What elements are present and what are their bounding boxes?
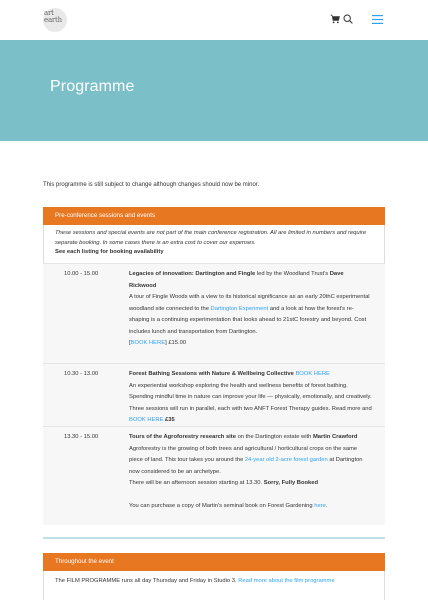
intro-text: This programme is still subject to change although changes should now be minor.: [43, 182, 260, 188]
event-row: [43, 426, 385, 525]
dartington-experiment-link[interactable]: Dartington Experiment: [210, 305, 269, 312]
book-purchase-end: .: [325, 503, 328, 509]
film-programme-link[interactable]: Read more about the film programme: [238, 578, 335, 584]
pre-conference-note: [55, 229, 373, 258]
book-here-link[interactable]: BOOK HERE: [129, 417, 164, 423]
event-body: A tour of Fingle Woods with a view to its historical significance as an early 20thC experimental woodland site connected to the: [129, 294, 370, 312]
page-title: Programme: [50, 78, 135, 95]
forest-garden-link[interactable]: 24-year old 2-acre forest garden: [244, 457, 328, 463]
cart-icon[interactable]: [330, 14, 340, 24]
site-header: [0, 0, 428, 40]
logo-text-line-1: art: [44, 9, 54, 17]
event-title-plain: led by the Woodland Trust's: [255, 271, 330, 277]
event-leader: Martin Crawford: [312, 434, 358, 440]
film-programme-text: [55, 576, 373, 587]
event-title: Legacies of innovation: Dartington and Fingle: [129, 271, 256, 277]
event-price: £35: [163, 417, 175, 423]
event-leader: Dave Rickwood: [129, 271, 344, 289]
event-description: [129, 269, 372, 350]
section-divider: [43, 537, 385, 539]
film-text: The FILM PROGRAMME runs all day Thursday and Friday in Studio 3.: [55, 578, 239, 584]
event-title-plain: on the Dartington estate with: [235, 434, 313, 440]
event-row: [43, 263, 385, 363]
event-time: 10.00 - 15.00: [64, 271, 99, 277]
logo-text: [44, 10, 68, 24]
section-header-pre-conference[interactable]: Pre-conference sessions and events: [43, 207, 385, 225]
event-body: An experiential workshop exploring the health and wellness benefits of forest bathing. Spending mindful time in nature can improve your life — physically, emotionally, and creatively. Three sessions will run in parallel, each with two ANFT Forest Therapy guides. Read more and: [129, 382, 372, 412]
event-body-cont: and a look at how the forest's re-shaping is a continuing experimentation that looks ahead to 21stC forestry and beyond. Cost includes lunch and transportation from Dartington.: [129, 305, 367, 335]
event-title: Forest Bathing Sessions with Nature & Wellbeing Collective: [129, 371, 294, 377]
search-icon[interactable]: [343, 14, 353, 24]
event-session-note: There will be an afternoon session starting at 13.30.: [129, 480, 264, 486]
pre-conference-note-italic: These sessions and special events are not part of the main conference registration. All are limited in numbers and require separate booking. In some cases there is an extra cost to cover our expenses.: [55, 230, 367, 246]
event-body-cont: at Dartington now considered to be an archetype.: [129, 457, 363, 475]
section-header-throughout[interactable]: Throughout the event: [43, 553, 385, 571]
book-here-link[interactable]: BOOK HERE: [130, 340, 166, 346]
book-here-link[interactable]: BOOK HERE: [295, 371, 330, 377]
pre-conference-note-bold: See each listing for booking availability: [55, 249, 164, 255]
event-time: 13.30 - 15.00: [64, 434, 99, 440]
book-prefix: [: [129, 340, 131, 346]
event-title: Tours of the Agroforestry research site: [129, 434, 236, 440]
logo-text-line-2: earth: [44, 16, 62, 24]
event-body: Agroforestry is the growing of both trees and agricultural / horticultural crops on the same piece of land. This tour takes you around the: [129, 445, 358, 463]
book-purchase-text: You can purchase a copy of Martin's seminal book on Forest Gardening: [129, 503, 315, 509]
event-time: 10.30 - 13.00: [64, 371, 99, 377]
hamburger-menu-icon[interactable]: [372, 14, 383, 25]
event-description: [129, 369, 372, 427]
fully-booked-label: Sorry, Fully Booked: [263, 480, 319, 486]
event-price: ] £15.00: [165, 340, 187, 346]
event-row: [43, 363, 385, 426]
forest-gardening-book-link[interactable]: here: [314, 503, 326, 509]
event-description: [129, 432, 372, 513]
